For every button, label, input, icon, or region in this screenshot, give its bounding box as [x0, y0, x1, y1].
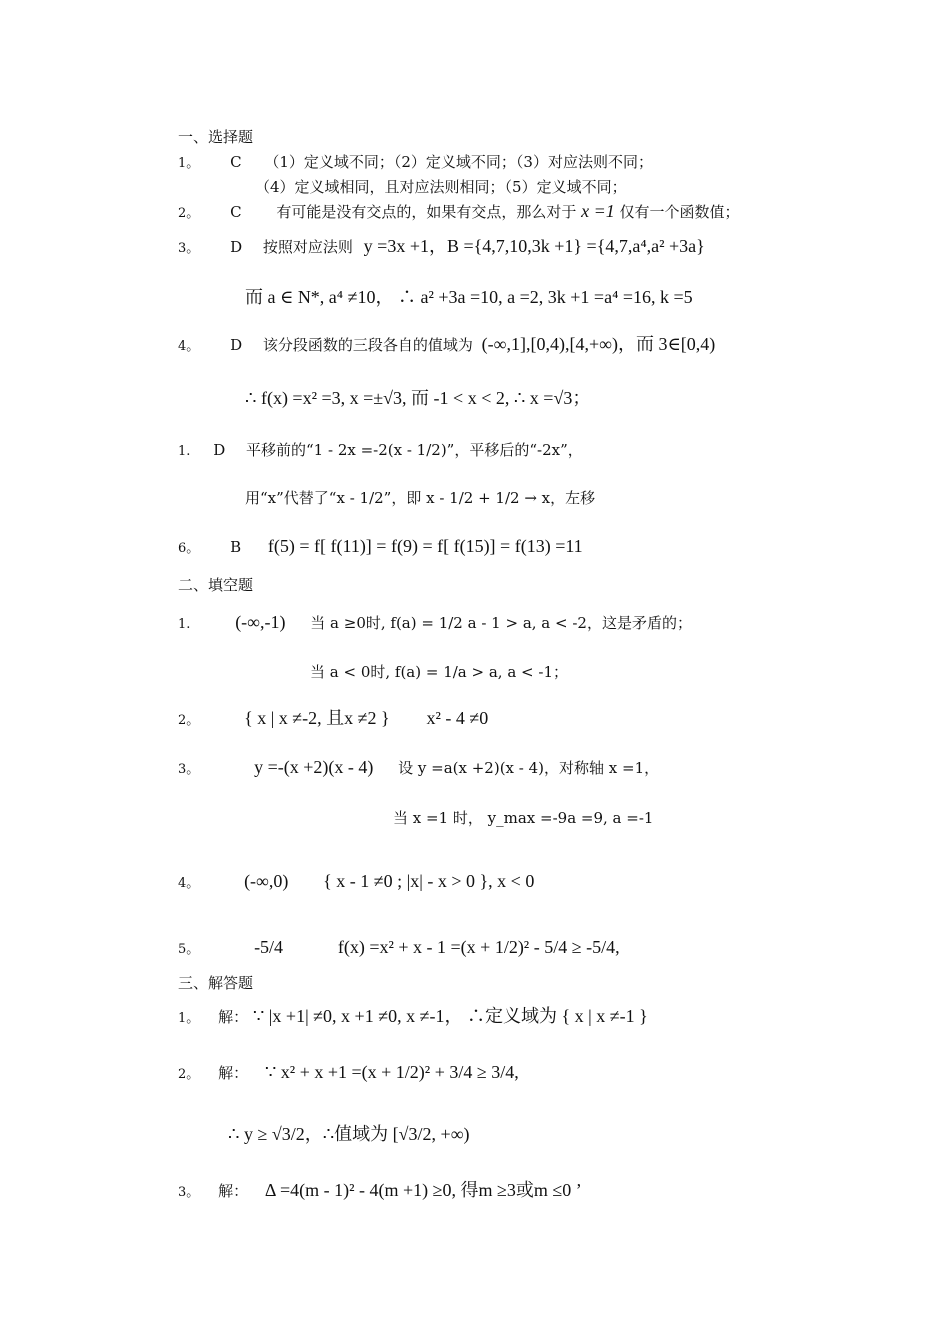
solve-q1	[178, 1006, 648, 1029]
question-number: 1。	[178, 156, 200, 171]
fill-q3-line2: 当 x =1 时， y_max =-9a =9, a =-1	[393, 809, 654, 827]
explanation-text: x² - 4 ≠0	[426, 708, 489, 728]
answer-expression: (-∞,-1)	[235, 612, 286, 632]
explanation-text: 设 y =a(x +2)(x - 4)，对称轴 x =1，	[398, 759, 660, 777]
fill-q4	[178, 871, 534, 894]
question-number: 3。	[178, 241, 200, 256]
answer-letter: B	[230, 538, 242, 556]
solve-q3	[178, 1180, 582, 1203]
fill-q5	[178, 937, 620, 960]
choice-q1-line2: （4）定义域相同，且对应法则相同；（5）定义域不同；	[255, 178, 627, 196]
question-number: 3。	[178, 762, 200, 777]
choice-q4	[178, 334, 715, 357]
choice-q5-line2: 用“x”代替了“x - 1/2”，即 x - 1/2 + 1/2 → x，左移	[245, 489, 596, 507]
explanation-text: { x - 1 ≠0 ; |x| - x > 0 }, x < 0	[323, 871, 535, 891]
choice-q5	[178, 440, 583, 462]
fill-q1-line2: 当 a < 0时, f(a) = 1/a > a, a < -1；	[310, 663, 568, 681]
solution-text: ∵ x² + x +1 =(x + 1/2)² + 3/4 ≥ 3/4,	[264, 1062, 519, 1082]
question-number: 2。	[178, 206, 200, 221]
explanation-text: 按照对应法则	[262, 238, 353, 256]
answer-letter: D	[230, 238, 243, 256]
solution-text: ∵ |x +1| ≠0, x +1 ≠0, x ≠-1， ∴定义域为 { x | x ≠-1 }	[252, 1006, 648, 1026]
solution-text: Δ =4(m - 1)² - 4(m +1) ≥0, 得m ≥3或m ≤0 ’	[264, 1180, 582, 1200]
section-heading-fill: 二、填空题	[178, 576, 254, 594]
section-heading-choice: 一、选择题	[178, 128, 254, 146]
explanation-text: f(x) =x² + x - 1 =(x + 1/2)² - 5/4 ≥ -5/4,	[337, 937, 620, 957]
choice-q3	[178, 236, 705, 259]
answer-expression: -5/4	[254, 937, 284, 957]
choice-q3-line2: 而 a ∈ N*, a⁴ ≠10， ∴ a² +3a =10, a =2, 3k +1 =a⁴ =16, k =5	[245, 287, 693, 307]
math-expression: f(5) = f[ f(11)] = f(9) = f[ f(15)] = f(13) =11	[267, 536, 583, 556]
fill-q2	[178, 708, 488, 731]
question-number: 6。	[178, 541, 200, 556]
answer-letter: C	[230, 153, 242, 171]
question-number: 1.	[178, 617, 191, 632]
question-number: 3。	[178, 1185, 200, 1200]
answer-letter: C	[230, 203, 242, 221]
answer-expression: (-∞,0)	[244, 871, 289, 891]
question-number: 1.	[178, 444, 191, 459]
choice-q1	[178, 152, 653, 174]
explanation-text: 该分段函数的三段各自的值域为	[262, 336, 473, 354]
solve-q2	[178, 1062, 519, 1085]
choice-q4-line2: ∴ f(x) =x² =3, x =±√3, 而 -1 < x < 2, ∴ x =√3；	[245, 388, 591, 408]
answer-letter: D	[213, 441, 226, 459]
question-number: 5。	[178, 942, 200, 957]
solve-q2-line2: ∴ y ≥ √3/2，∴值域为 [√3/2, +∞)	[228, 1124, 470, 1144]
question-number: 2。	[178, 713, 200, 728]
math-expression: x =1	[581, 201, 615, 221]
answer-expression: { x | x ≠-2, 且x ≠2 }	[244, 708, 390, 728]
explanation-text: 有可能是没有交点的，如果有交点，那么对于	[276, 203, 577, 221]
fill-q3	[178, 757, 659, 780]
math-expression: (-∞,1],[0,4),[4,+∞)，而 3∈[0,4)	[481, 334, 716, 354]
answer-letter: D	[230, 336, 243, 354]
section-heading-solve: 三、解答题	[178, 974, 254, 992]
explanation-text: 平移前的“1 - 2x =-2(x - 1/2)”，平移后的“-2x”，	[246, 441, 583, 459]
solution-label: 解：	[218, 1008, 249, 1026]
question-number: 4。	[178, 876, 200, 891]
fill-q1	[178, 612, 692, 635]
question-number: 2。	[178, 1067, 200, 1082]
choice-q6	[178, 536, 583, 559]
math-expression: y =3x +1，B ={4,7,10,3k +1} ={4,7,a⁴,a² +3a}	[363, 236, 705, 256]
solution-label: 解：	[218, 1064, 249, 1082]
answer-expression: y =-(x +2)(x - 4)	[254, 757, 374, 777]
explanation-text: （1）定义域不同；（2）定义域不同；（3）对应法则不同；	[264, 153, 653, 171]
question-number: 4。	[178, 339, 200, 354]
explanation-text-tail: 仅有一个函数值；	[619, 203, 740, 221]
explanation-text: 当 a ≥0时, f(a) = 1/2 a - 1 > a, a < -2，这是矛盾的；	[310, 614, 692, 632]
solution-label: 解：	[218, 1182, 249, 1200]
question-number: 1。	[178, 1011, 200, 1026]
choice-q2	[178, 201, 740, 224]
